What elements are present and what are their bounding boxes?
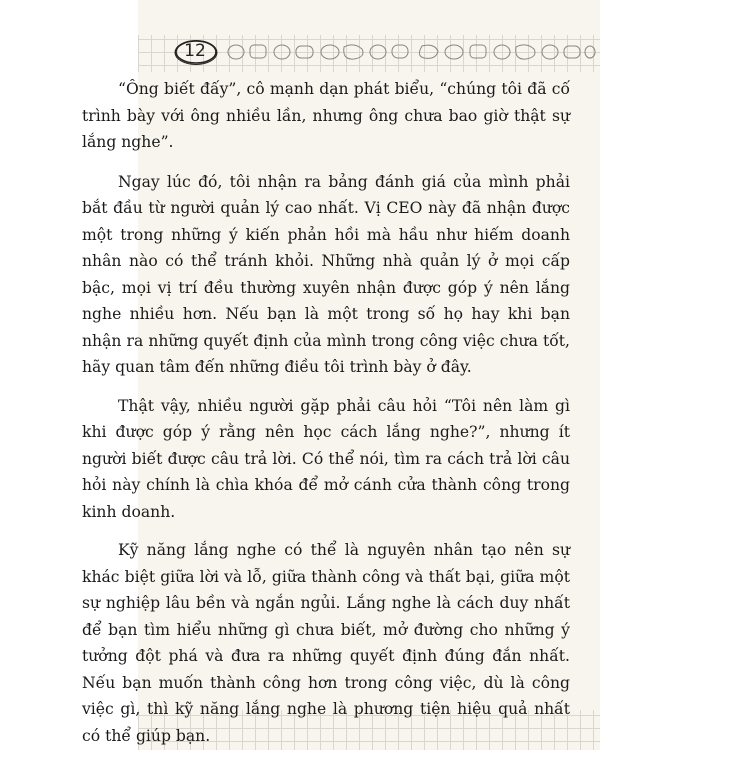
paragraph: Kỹ năng lắng nghe có thể là nguyên nhân tạo nên sự khác biệt giữa lời và lỗ, giữa thành công và thất bại, giữa một sự nghiệp lâu bền và ngắn ngủi. Lắng nghe là cách duy nhất để bạn tìm hiểu những gì chưa biết, mở đường cho những ý tưởng đột phá và đưa ra những quyết định đúng đắn nhất. Nếu bạn muốn thành công hơn trong công việc, dù là công việc gì, thì kỹ năng lắng nghe là phương tiện hiệu quả nhất có thể giúp bạn. [82,541,570,745]
page-top-margin [138,0,600,35]
paragraph: “Ông biết đấy”, cô mạnh dạn phát biểu, “chúng tôi đã cố trình bày với ông nhiều lần, nhưng ông chưa bao giờ thật sự lắng nghe”. [82,80,570,151]
paragraph: Ngay lúc đó, tôi nhận ra bảng đánh giá của mình phải bắt đầu từ người quản lý cao nhất. Vị CEO này đã nhận được một trong những ý kiến phản hồi mà hầu như hiếm doanh nhân nào có thể tránh khỏi. Những nhà quản lý ở mọi cấp bậc, mọi vị trí đều thường xuyên nhận được góp ý nên lắng nghe nhiều hơn. Nếu bạn là một trong số họ hay khi bạn nhận ra những quyết định của mình trong công việc chưa tốt, hãy quan tâm đến những điều tôi trình bày ở đây. [82,172,570,376]
speech-bubbles-icon [226,40,596,66]
body-text [82,76,570,761]
page-header [174,34,594,70]
page-number: 12 [184,41,206,61]
paragraph: Thật vậy, nhiều người gặp phải câu hỏi “Tôi nên làm gì khi được góp ý rằng nên học cách lắng nghe?”, nhưng ít người biết được câu trả lời. Có thể nói, tìm ra cách trả lời câu hỏi này chính là chìa khóa để mở cánh cửa thành công trong kinh doanh. [82,396,570,521]
